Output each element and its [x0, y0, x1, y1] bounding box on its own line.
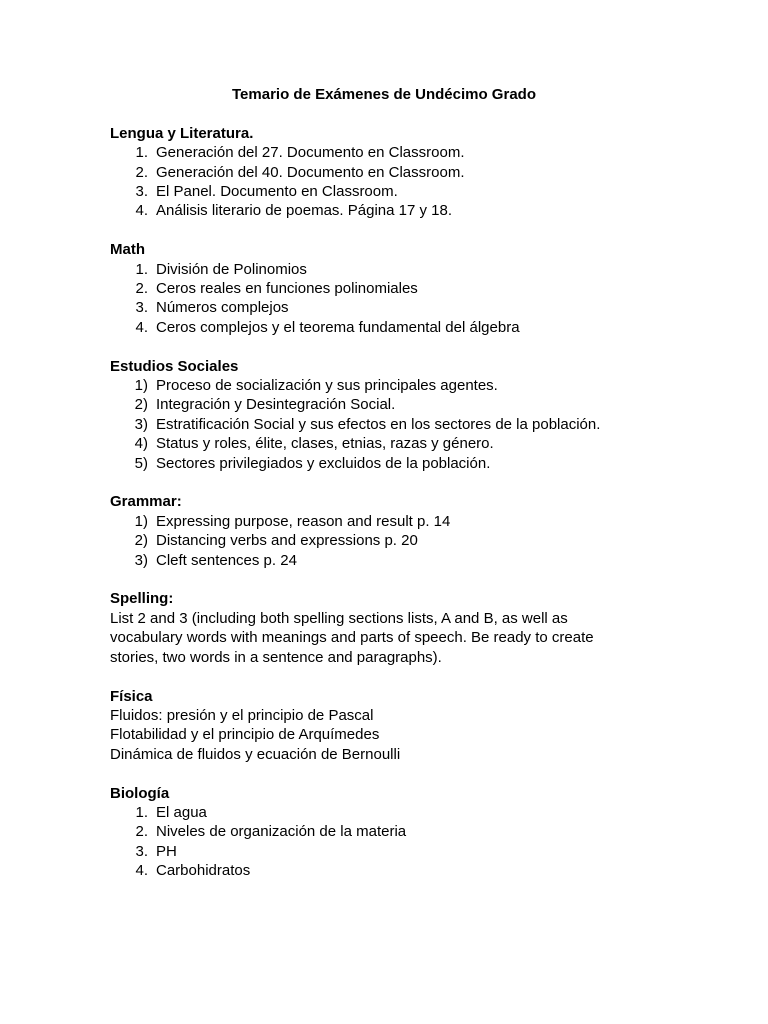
list-marker: 1. [135, 144, 148, 162]
list-item [110, 260, 710, 279]
topic-list [110, 512, 710, 570]
list-item-text: El Panel. Documento en Classroom. [156, 183, 398, 201]
list-item [110, 861, 710, 880]
topic-line: Flotabilidad y el principio de Arquímedes [110, 726, 380, 744]
document-title: Temario de Exámenes de Undécimo Grado [232, 86, 536, 103]
list-item-text: Generación del 40. Documento en Classroom. [156, 163, 465, 181]
list-marker: 3. [135, 183, 148, 201]
spelling-paragraph [110, 609, 710, 667]
section-heading: Biología [110, 784, 170, 802]
list-marker: 3) [134, 551, 148, 569]
document-page [110, 85, 710, 900]
section-fisica [110, 687, 710, 765]
list-item-text: Niveles de organización de la materia [156, 823, 407, 841]
list-item-text: El agua [156, 803, 207, 821]
section-spelling [110, 589, 710, 667]
list-item [110, 842, 710, 861]
list-item-text: Análisis literario de poemas. Página 17 y 18. [156, 202, 453, 220]
section-math [110, 240, 710, 337]
section-heading: Estudios Sociales [110, 357, 239, 375]
list-item [110, 143, 710, 162]
section-heading: Spelling: [110, 590, 174, 608]
list-item [110, 201, 710, 220]
topic-list [110, 260, 710, 338]
list-item-text: Cleft sentences p. 24 [156, 551, 297, 569]
topic-list [110, 143, 710, 221]
list-marker: 2. [135, 823, 148, 841]
list-item-text: Proceso de socialización y sus principales agentes. [156, 377, 498, 395]
section-estudios-sociales [110, 357, 710, 473]
list-marker: 1) [134, 377, 148, 395]
list-item-text: Expressing purpose, reason and result p. 14 [156, 512, 451, 530]
list-item [110, 163, 710, 182]
list-item [110, 512, 710, 531]
topic-line: Fluidos: presión y el principio de Pascal [110, 706, 374, 724]
list-marker: 2. [135, 163, 148, 181]
topic-list [110, 803, 710, 881]
list-marker: 1. [135, 260, 148, 278]
paragraph-line: vocabulary words with meanings and parts of speech. Be ready to create [110, 629, 594, 647]
section-heading: Lengua y Literatura. [110, 124, 254, 142]
list-marker: 4. [135, 318, 148, 336]
list-item-text: Sectores privilegiados y excluidos de la población. [156, 454, 491, 472]
list-item [110, 822, 710, 841]
list-marker: 1. [135, 803, 148, 821]
list-item-text: PH [156, 842, 177, 860]
list-item [110, 318, 710, 337]
section-heading: Grammar: [110, 493, 182, 511]
paragraph-line: stories, two words in a sentence and paragraphs). [110, 648, 442, 666]
section-heading: Math [110, 241, 145, 259]
list-item [110, 376, 710, 395]
list-item [110, 298, 710, 317]
list-marker: 4. [135, 202, 148, 220]
list-item [110, 279, 710, 298]
section-lengua-literatura [110, 124, 710, 221]
list-item [110, 182, 710, 201]
list-marker: 2. [135, 280, 148, 298]
list-marker: 2) [134, 532, 148, 550]
list-marker: 3. [135, 299, 148, 317]
list-item [110, 395, 710, 414]
section-biologia [110, 784, 710, 881]
list-item [110, 454, 710, 473]
list-item-text: Ceros complejos y el teorema fundamental del álgebra [156, 318, 520, 336]
list-marker: 2) [134, 396, 148, 414]
topic-list [110, 376, 710, 473]
list-marker: 3) [134, 415, 148, 433]
list-item-text: Integración y Desintegración Social. [156, 396, 396, 414]
paragraph-line: List 2 and 3 (including both spelling sections lists, A and B, as well as [110, 609, 568, 627]
list-item [110, 551, 710, 570]
list-marker: 4) [134, 435, 148, 453]
list-item-text: División de Polinomios [156, 260, 307, 278]
list-item-text: Carbohidratos [156, 862, 251, 880]
list-item [110, 434, 710, 453]
list-marker: 5) [134, 454, 148, 472]
list-marker: 4. [135, 862, 148, 880]
list-item [110, 415, 710, 434]
list-item [110, 803, 710, 822]
list-item-text: Ceros reales en funciones polinomiales [156, 280, 418, 298]
list-marker: 3. [135, 842, 148, 860]
list-item-text: Generación del 27. Documento en Classroom. [156, 144, 465, 162]
list-item-text: Números complejos [156, 299, 289, 317]
section-grammar [110, 492, 710, 570]
list-item-text: Distancing verbs and expressions p. 20 [156, 532, 418, 550]
list-item-text: Status y roles, élite, clases, etnias, razas y género. [156, 435, 494, 453]
topic-line: Dinámica de fluidos y ecuación de Bernoulli [110, 745, 401, 763]
section-heading: Física [110, 687, 153, 705]
list-marker: 1) [134, 512, 148, 530]
list-item-text: Estratificación Social y sus efectos en los sectores de la población. [156, 415, 601, 433]
list-item [110, 531, 710, 550]
